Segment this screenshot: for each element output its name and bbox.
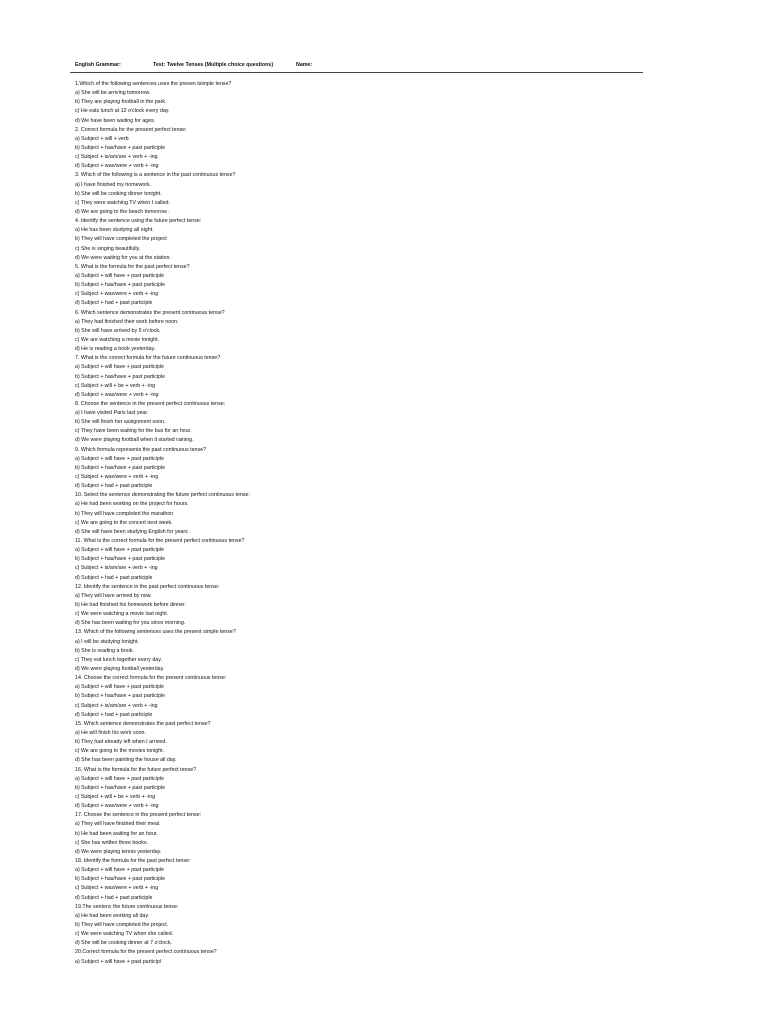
text-line: c) We were watching TV when she called. [75,931,174,938]
text-line: d) Subject + had + past participle [75,574,153,581]
text-line: b) Subject + has/have + past participle [75,876,166,883]
header-divider [70,72,643,73]
text-line: c) They have been waiting for the bus for an hour. [75,428,192,435]
text-line: 9. Which formula represents the past continuous tense? [75,446,207,453]
text-line: d) Subject + was/were + verb + -ing [75,163,159,170]
text-line: d) We were playing tennis yesterday. [75,848,162,855]
text-line: 12. Identify the sentence in the past perfect continuous tense: [75,583,220,590]
text-line: 19.The sentenc the future continuous tense: [75,903,179,910]
text-line: a) Subject + will have + past participle [75,547,164,554]
text-line: c) They eat lunch together every day. [75,656,162,663]
text-line: 8. Choose the sentence in the present perfect continuous tense: [75,400,226,407]
text-line: b) Subject + has/have + past participle [75,784,166,791]
text-line: 4. Identify the sentence using the future perfect tense: [75,218,202,225]
text-line: d) Subject + had + past participle [75,483,153,490]
text-line: 3. Which of the following is a sentence in the past continuous tense? [75,172,236,179]
text-line: 16. What is the formula for the future perfect tense? [75,766,197,773]
text-line: 6. Which sentence demonstrates the present continuous tense? [75,309,225,316]
text-line: b) They will have completed the project [75,236,167,243]
text-line: b) Subject + has/have + past participle [75,556,166,563]
text-line: b) They will have completed the project. [75,921,169,928]
text-line: 11. What is the correct formula for the present perfect continuous tense? [75,538,245,545]
text-line: b) He had been waiting for an hour. [75,830,158,837]
text-line: d) Subject + was/were + verb + -ing [75,803,159,810]
text-line: a) They will have arrived by now. [75,592,152,599]
text-line: 10. Select the sentence demonstrating the future perfect continuous tense: [75,492,250,499]
text-line: c) He eats lunch at 12 o'clock every day. [75,108,170,115]
text-line: d) She will have been studying English for years . [75,528,191,535]
text-line: a) He will finish his work soon. [75,729,146,736]
text-line: b) They will have completed the marathon [75,510,174,517]
test-title: Test: Twelve Tenses (Multiple choice questions) [153,62,274,68]
text-line: c) We are watching a movie tonight. [75,336,160,343]
text-line: c) We are going to the concert next week. [75,519,173,526]
question-list [75,80,635,967]
text-line: d) She has been painting the house all day. [75,757,177,764]
text-line: a) They had finished their work before noon. [75,318,179,325]
text-line: d) Subject + was/were + verb + -ing [75,391,159,398]
text-line: b) She will be cooking dinner tonight. [75,190,162,197]
text-line: d) She has been waiting for you since morning. [75,620,186,627]
text-line: a) Subject + will have + past participle [75,684,164,691]
text-line: 1.Which of the following sentences uses the presen tsimple tense? [75,81,232,87]
text-line: d) We are going to the beach tomorrow . [75,208,170,215]
text-line: b) They are playing football in the park. [75,99,167,106]
text-line: a) Subject + will have + past participl [75,958,161,965]
text-line: b) Subject + has/have + past participle [75,282,166,289]
text-line: c) Subject + is/am/are + verb + -ing [75,154,158,161]
text-line: d) We were playing football yesterday. [75,666,165,672]
text-line: b) She is reading a book. [75,647,134,654]
text-line: d) We have been waiting for ages. [75,117,156,124]
text-line: b) He had finished his homework before dinner. [75,602,187,609]
text-line: b) Subject + has/have + past participle [75,693,166,700]
text-line: c) We were watching a movie last night. [75,611,169,618]
text-line: a) Subject + will have + past participle [75,867,164,874]
text-line: 14. Choose the correct formula for the present continuous tense: [75,675,227,682]
text-line: c) Subject + was/were + verb + -ing [75,885,159,892]
text-line: a) Subject + will have + past participle [75,272,164,279]
name-label: Name: [296,62,313,68]
text-line: 17. Choose the sentence in the present perfect tense: [75,812,202,819]
text-line: a) Subject + will have + past participle [75,364,164,371]
text-line: d) We were waiting for you at the station. [75,254,171,261]
text-line: a) She will be arriving tomorrow. [75,90,151,97]
text-line: d) Subject + had + past participle [75,894,153,901]
text-line: 5. What is the formula for the past perfect tense? [75,263,190,270]
text-line: d) We were playing football when it started raining. [75,437,194,444]
text-line: b) Subject + has/have + past participle [75,464,166,471]
text-line: a) He has been studying all night. [75,227,154,234]
text-line: a) I have visited Paris last year. [75,410,149,417]
text-line: 2. Correct formula for the present perfect tense: [75,126,187,133]
text-line: d) Subject + had + past participle [75,300,153,307]
text-line: c) Subject + was/were + verb + -ing [75,474,159,481]
text-line: d) Subject + had + past participle [75,711,153,718]
text-line: a) Subject + will have + past participle [75,775,164,782]
text-line: a) I have finished my homework. [75,181,152,188]
text-line: 13. Which of the following sentences uses the present simple tense? [75,629,236,636]
text-line: b) She will have arrived by 5 o'clock. [75,327,161,334]
text-line: 20.Correct formula for the present perfect continuous tense? [75,949,217,956]
text-line: a) He had been working all day. [75,912,150,919]
text-line: c) Subject + was/were + verb + -ing [75,291,159,298]
text-line: c) Subject + is/am/are + verb + -ing [75,565,158,572]
text-line: b) She will finish her assignment soon. [75,419,166,426]
text-line: c) Subject + will + be + verb + -ing [75,382,156,389]
text-line: c) Subject + will + be + verb + -ing [75,793,156,800]
text-line: b) They had already left when I arrived. [75,739,167,746]
text-line: c) Subject + is/am/are + verb + -ing [75,702,158,709]
text-line: 18. Identify the formula for the past perfect tense: [75,857,191,864]
text-line: 7. What is the correct formula for the future continuous tense? [75,355,221,362]
subject-label: English Grammar: [75,62,121,68]
text-line: c) She has written three books. [75,839,149,846]
text-line: a) Subject + will + verb [75,135,129,142]
text-line: a) They will have finished their meal. [75,821,161,828]
text-line: a) Subject + will have + past participle [75,455,164,462]
text-line: b) Subject + has/have + past participle [75,373,166,380]
text-line: d) She will be cooking dinner at 7 o'clock. [75,940,172,947]
text-line: c) She is singing beautifully. [75,245,141,252]
text-line: 15. Which sentence demonstrates the past perfect tense? [75,720,211,727]
text-line: b) Subject + has/have + past participle [75,144,166,151]
text-line: a) He had been working on the project for hours. [75,501,189,508]
text-line: c) They were watching TV when I called. [75,199,170,206]
text-line: c) We are going to the movies tonight. [75,748,165,755]
text-line: a) I will be studying tonight. [75,638,139,645]
text-line: d) He is reading a book yesterday. [75,346,156,353]
